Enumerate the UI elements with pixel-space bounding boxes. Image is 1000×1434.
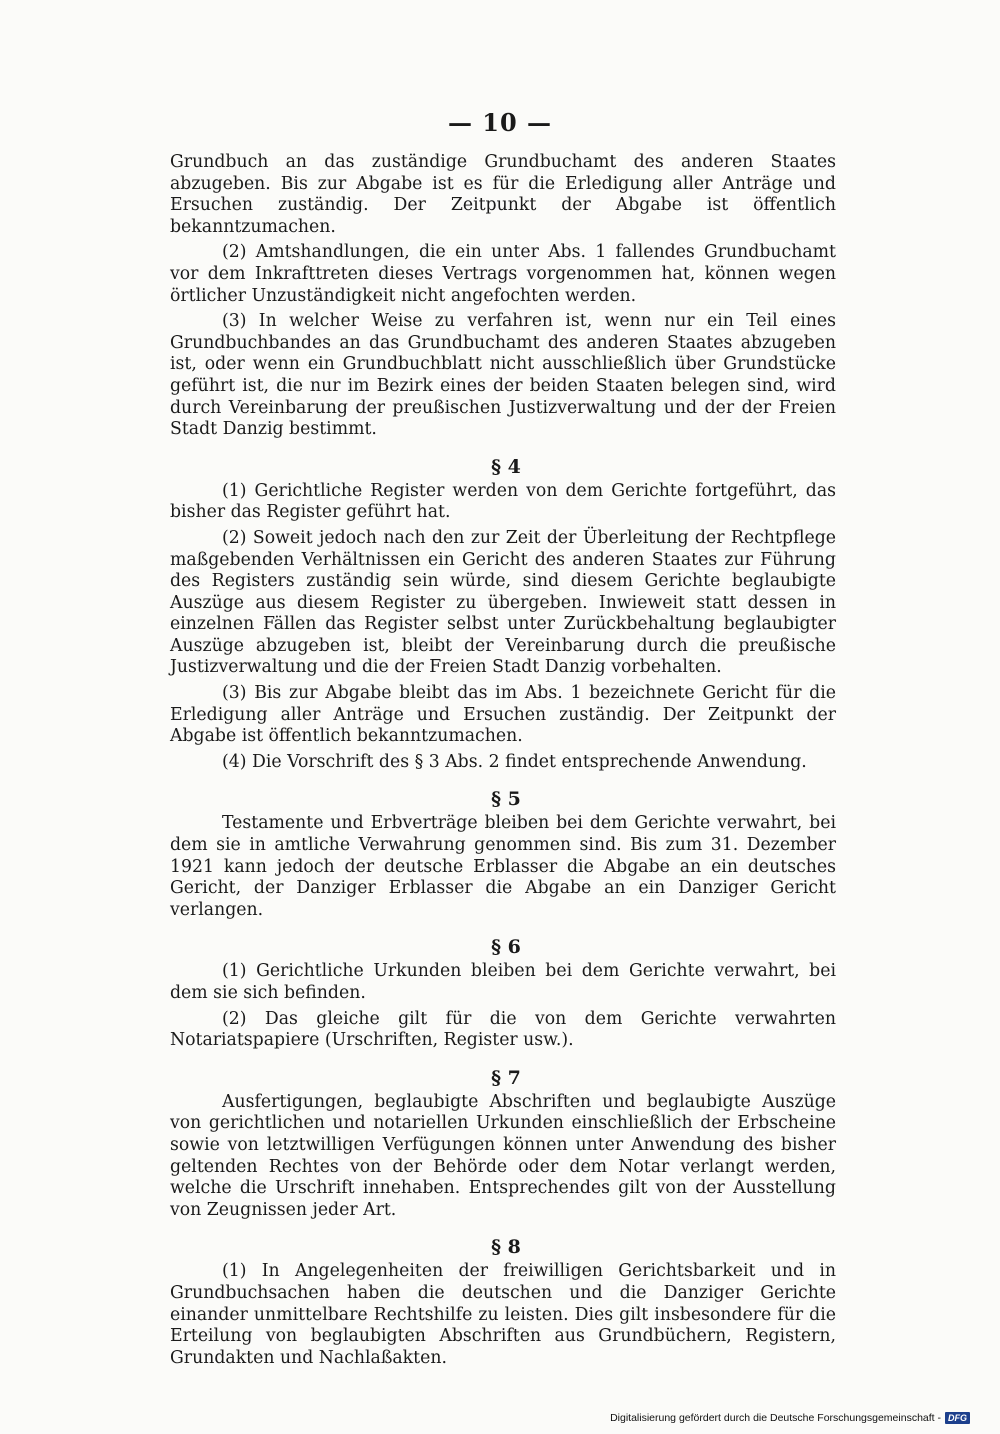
footer — [610, 1412, 970, 1424]
paragraph: (2) Amtshandlungen, die ein unter Abs. 1 fallendes Grundbuchamt vor dem Inkrafttreten dieses Vertrags vorgenommen hat, können wegen örtlicher Unzuständigkeit nicht angefochten werden. — [170, 242, 836, 306]
section-heading: § 7 — [491, 1066, 521, 1089]
section-heading: § 5 — [491, 788, 521, 811]
paragraph: (2) Das gleiche gilt für die von dem Gerichte verwahrten Notariatspapiere (Urschriften, Register usw.). — [170, 1008, 836, 1051]
paragraph: Ausfertigungen, beglaubigte Abschriften und beglaubigte Auszüge von gerichtlichen und notariellen Urkunden einschließlich der Erbscheine sowie von letztwilligen Verfügungen können unter Anwendung des bisher geltenden Rechtes von der Behörde oder dem Notar verlangt werden, welche die Urschrift innehaben. Entsprechendes gilt von der Ausstellung von Zeugnissen jeder Art. — [170, 1091, 836, 1220]
paragraph: (3) Bis zur Abgabe bleibt das im Abs. 1 bezeichnete Gericht für die Erledigung aller Anträge und Ersuchen zuständig. Der Zeitpunkt der Abgabe ist öffentlich bekanntzumachen. — [170, 683, 836, 747]
paragraph: (1) In Angelegenheiten der freiwilligen Gerichtsbarkeit und in Grundbuchsachen haben die deutschen und die Danziger Gerichte einander unmittelbare Rechtshilfe zu leisten. Dies gilt insbesondere für die Erteilung von beglaubigten Abschriften aus Grundbüchern, Registern, Grundakten und Nachlaßakten. — [170, 1261, 836, 1368]
paragraph: (1) Gerichtliche Urkunden bleiben bei dem Gerichte verwahrt, bei dem sie sich befinden. — [170, 961, 836, 1003]
section-heading: § 6 — [491, 936, 521, 959]
footer-credit: Digitalisierung gefördert durch die Deutsche Forschungsgemeinschaft - — [610, 1412, 941, 1424]
paragraph: (2) Soweit jedoch nach den zur Zeit der Überleitung der Rechtpflege maßgebenden Verhältnissen ein Gericht des anderen Staates zur Führung des Registers zuständig sein würde, sind diesem Gerichte beglaubigte Auszüge aus diesem Register zu übergeben. Inwieweit statt dessen in einzelnen Fällen das Register selbst unter Zurückbehaltung beglaubigter Auszüge abzugeben ist, bleibt der Vereinbarung durch die preußische Justizverwaltung und die der Freien Stadt Danzig vorbehalten. — [170, 527, 836, 678]
section-heading: § 8 — [491, 1236, 521, 1259]
paragraph: (4) Die Vorschrift des § 3 Abs. 2 findet entsprechende Anwendung. — [222, 751, 807, 772]
paragraph: Testamente und Erbverträge bleiben bei dem Gerichte verwahrt, bei dem sie in amtliche Verwahrung genommen sind. Bis zum 31. Dezember 1921 kann jedoch der deutsche Erblasser die Abgabe an ein deutsches Gericht, der Danziger Erblasser die Abgabe an ein Danziger Gericht verlangen. — [170, 813, 836, 920]
paragraph: (3) In welcher Weise zu verfahren ist, wenn nur ein Teil eines Grundbuchbandes an das Grundbuchamt des anderen Staates abzugeben ist, oder wenn ein Grundbuchblatt nicht ausschließlich über Grundstücke geführt ist, die nur im Bezirk eines der beiden Staaten belegen sind, wird durch Vereinbarung der preußischen Justizverwaltung und der der Freien Stadt Danzig bestimmt. — [170, 311, 836, 440]
document-body — [170, 152, 836, 1373]
dfg-logo: DFG — [945, 1412, 970, 1424]
paragraph: (1) Gerichtliche Register werden von dem Gerichte fortgeführt, das bisher das Register geführt hat. — [170, 480, 836, 523]
page-number: — 10 — — [447, 108, 553, 137]
section-heading: § 4 — [491, 455, 521, 478]
paragraph: Grundbuch an das zuständige Grundbuchamt des anderen Staates abzugeben. Bis zur Abgabe ist es für die Erledigung aller Anträge und Ersuchen zuständig. Der Zeitpunkt der Abgabe ist öffentlich bekanntzumachen. — [170, 152, 836, 237]
